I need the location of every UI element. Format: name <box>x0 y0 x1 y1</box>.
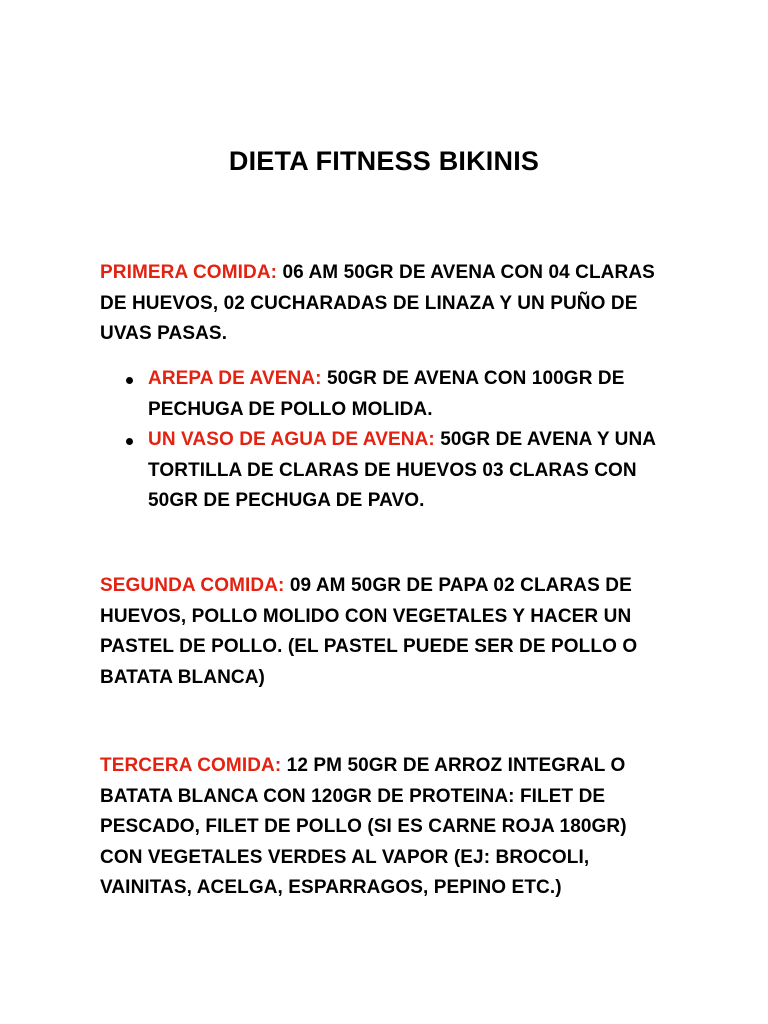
option-list <box>100 364 660 517</box>
meal-paragraph-segunda <box>100 571 660 693</box>
option-label: AREPA DE AVENA: <box>148 368 322 389</box>
bullet-icon <box>126 377 133 384</box>
meal-label: TERCERA COMIDA: <box>100 755 282 776</box>
bullet-icon <box>126 438 133 445</box>
meal-text: 09 AM 50GR DE PAPA 02 CLARAS DE HUEVOS, POLLO MOLIDO CON VEGETALES Y HACER UN PASTEL DE POLLO. (EL PASTEL PUEDE SER DE POLLO O BATATA BLANCA) <box>100 575 638 688</box>
meal-label: SEGUNDA COMIDA: <box>100 575 285 596</box>
meal-label: PRIMERA COMIDA: <box>100 262 278 283</box>
list-item <box>100 425 660 517</box>
meal-paragraph-tercera <box>100 751 660 904</box>
option-text: 50GR DE AVENA CON 100GR DE PECHUGA DE POLLO MOLIDA. <box>148 368 625 420</box>
meal-text: 12 PM 50GR DE ARROZ INTEGRAL O BATATA BLANCA CON 120GR DE PROTEINA: FILET DE PESCADO, FILET DE POLLO (SI ES CARNE ROJA 180GR) CON VEGETALES VERDES AL VAPOR (EJ: BROCOLI, VAINITAS, ACELGA, ESPARRAGOS, PEPINO ETC.) <box>100 755 627 898</box>
meal-text: 06 AM 50GR DE AVENA CON 04 CLARAS DE HUEVOS, 02 CUCHARADAS DE LINAZA Y UN PUÑO DE UVAS PASAS. <box>100 262 655 344</box>
option-label: UN VASO DE AGUA DE AVENA: <box>148 429 435 450</box>
list-item <box>100 364 660 425</box>
document-title: DIETA FITNESS BIKINIS <box>228 146 540 176</box>
option-text: 50GR DE AVENA Y UNA TORTILLA DE CLARAS DE HUEVOS 03 CLARAS CON 50GR DE PECHUGA DE PAVO. <box>148 429 656 511</box>
meal-paragraph-primera <box>100 258 660 350</box>
